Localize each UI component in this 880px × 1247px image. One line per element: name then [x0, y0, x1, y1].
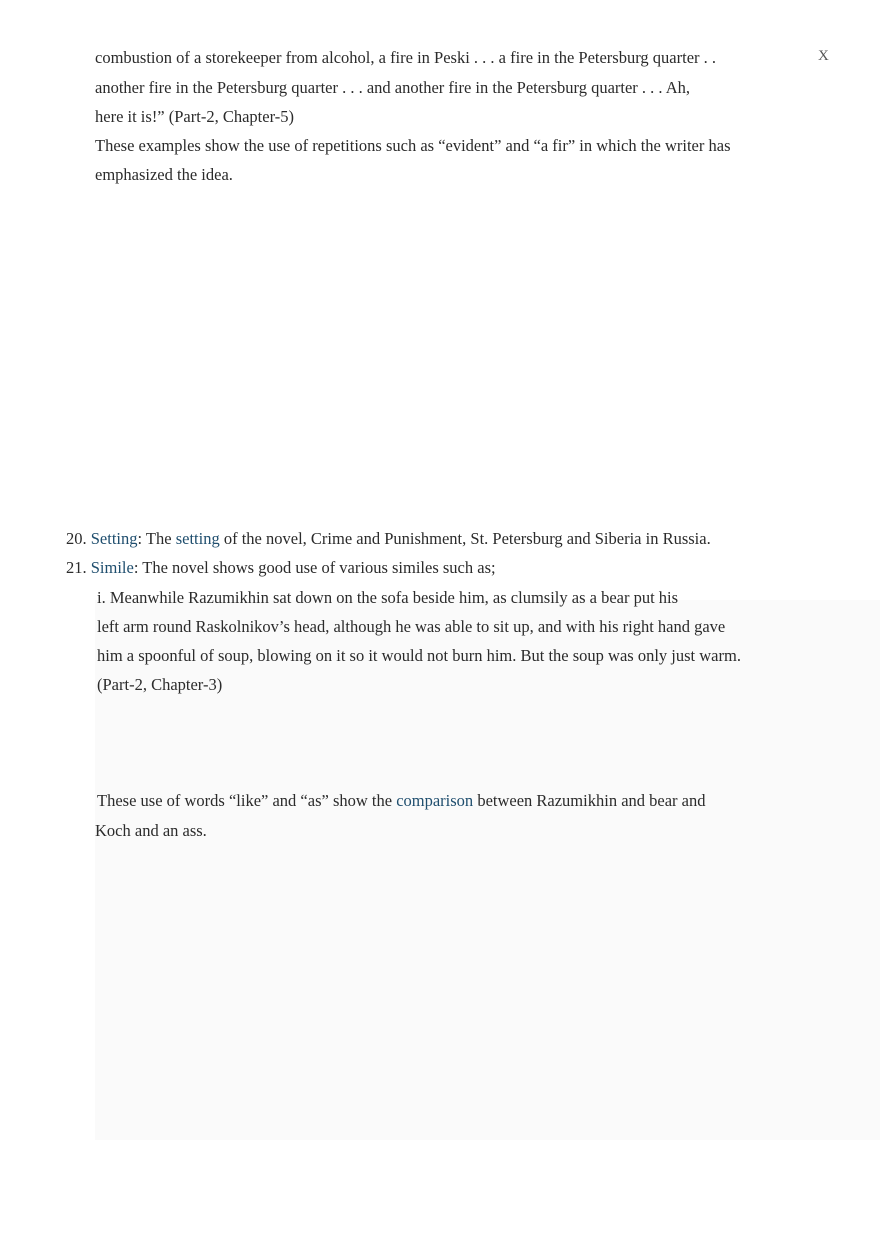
- item-21-text: : The novel shows good use of various similes such as;: [133, 558, 496, 577]
- item-21-number: 21.: [66, 558, 91, 577]
- top-line-2: another fire in the Petersburg quarter . . . and another fire in the Petersburg quarter . . . Ah,: [95, 78, 691, 97]
- item-20: [66, 529, 711, 549]
- top-line-4: These examples show the use of repetitions such as “evident” and “a fir” in which the writer has: [95, 136, 731, 155]
- summary-text-a: These use of words “like” and “as” show the: [97, 791, 397, 810]
- item-20-text-b: of the novel, Crime and Punishment, St. Petersburg and Siberia in Russia.: [219, 529, 711, 548]
- item-20-number: 20.: [66, 529, 91, 548]
- item-21: [66, 558, 496, 578]
- top-line-1: combustion of a storekeeper from alcohol, a fire in Peski . . . a fire in the Petersburg quarter . .: [95, 48, 717, 67]
- simile-term-link[interactable]: Simile: [90, 558, 134, 577]
- top-line-5: emphasized the idea.: [95, 165, 233, 184]
- setting-link[interactable]: setting: [175, 529, 220, 548]
- quote-line-3: him a spoonful of soup, blowing on it so it would not burn him. But the soup was only just warm.: [97, 646, 741, 665]
- top-line-3: here it is!” (Part-2, Chapter-5): [95, 107, 294, 126]
- comparison-link[interactable]: comparison: [396, 791, 474, 810]
- quote-line-4: (Part-2, Chapter-3): [97, 675, 223, 694]
- quote-line-1: i. Meanwhile Razumikhin sat down on the sofa beside him, as clumsily as a bear put his: [97, 588, 679, 607]
- quote-line-2: left arm round Raskolnikov’s head, although he was able to sit up, and with his right hand gave: [97, 617, 726, 636]
- summary-line-2: Koch and an ass.: [95, 821, 207, 840]
- summary-text-b: between Razumikhin and bear and: [473, 791, 706, 810]
- close-button[interactable]: X: [818, 48, 829, 64]
- setting-term-link[interactable]: Setting: [90, 529, 138, 548]
- item-20-text-a: : The: [137, 529, 176, 548]
- summary-line-1: [97, 791, 705, 811]
